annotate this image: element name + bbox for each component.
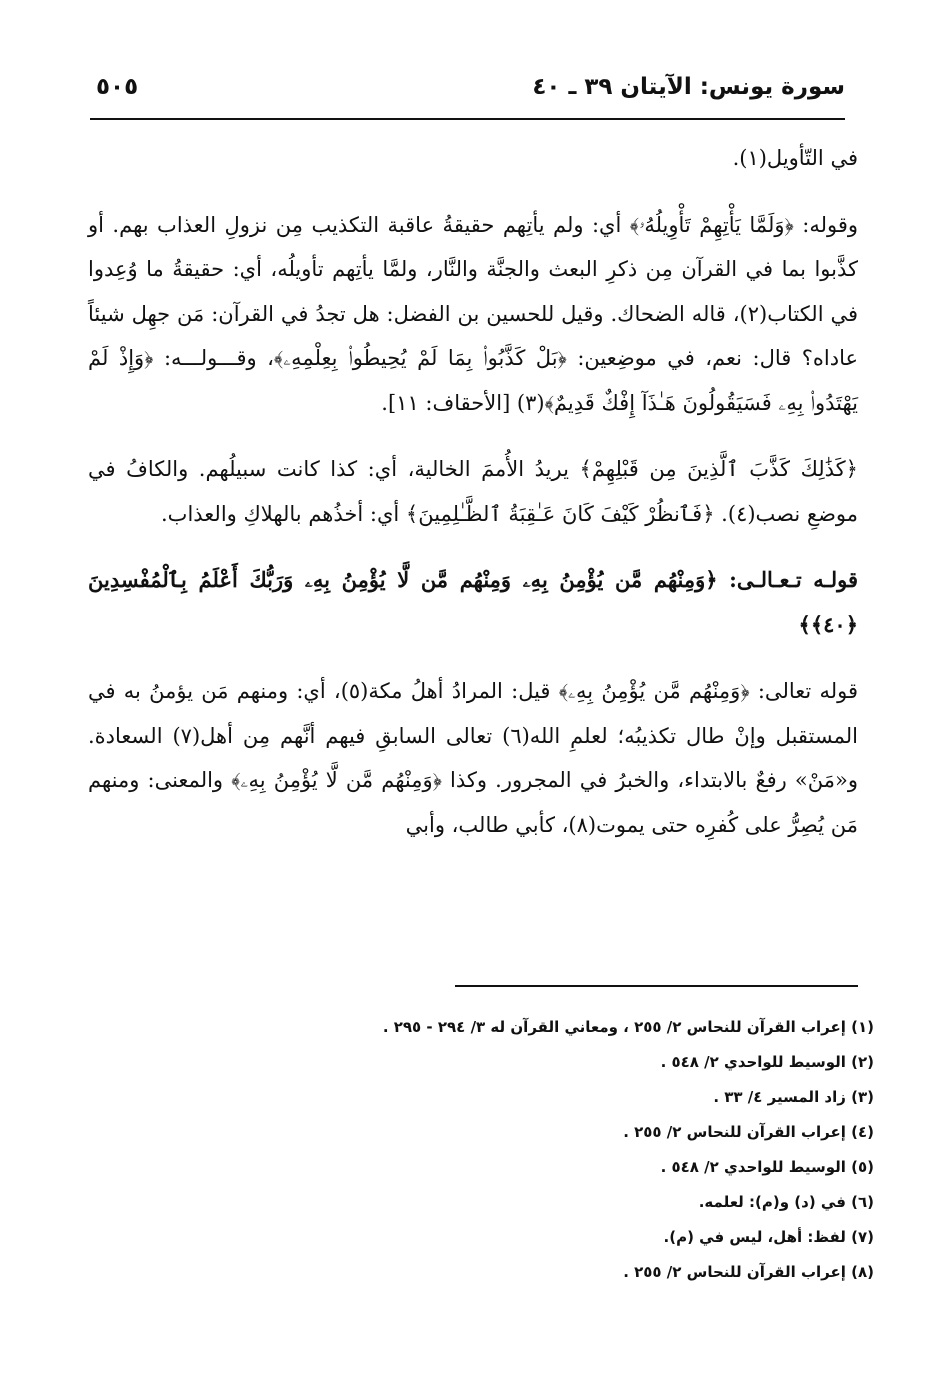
footnote-item: (٥) الوسيط للواحدي ٢/ ٥٤٨ .	[660, 1158, 874, 1176]
main-text	[88, 136, 858, 847]
footnote-item: (٤) إعراب القرآن للنحاس ٢/ ٢٥٥ .	[623, 1123, 874, 1141]
footnotes	[88, 1010, 874, 1290]
footnote-item: (٨) إعراب القرآن للنحاس ٢/ ٢٥٥ .	[623, 1263, 874, 1281]
paragraph: قوله تعالى: ﴿وَمِنْهُم مَّن يُؤْمِنُ بِهِۦ﴾ قيل: المرادُ أهلُ مكة(٥)، أي: ومنهم مَن يؤمنُ به في المستقبل وإنْ طال تكذيبُه؛ لعلمِ الله(٦) تعالى السابقِ فيهم أنَّهم مِن أهل(٧) السعادة. و«مَنْ» رفعٌ بالابتداء، والخبرُ في المجرور. وكذا ﴿وَمِنْهُم مَّن لَّا يُؤْمِنُ بِهِۦ﴾ والمعنى: ومنهم مَن يُصِرُّ على كُفرِه حتى يموت(٨)، كأبي طالب، وأبي	[88, 679, 858, 837]
paragraph: ﴿كَذَٰلِكَ كَذَّبَ ٱلَّذِينَ مِن قَبْلِهِمْ﴾ يريدُ الأُممَ الخالية، أي: كذا كانت سبيلُهم. والكافُ في موضعِ نصب(٤). ﴿فَٱنظُرْ كَيْفَ كَانَ عَـٰقِبَةُ ٱلظَّـٰلِمِينَ﴾ أي: أخذُهم بالهلاكِ والعذاب.	[88, 457, 858, 526]
footnote-item: (٢) الوسيط للواحدي ٢/ ٥٤٨ .	[660, 1053, 874, 1071]
footnote-divider	[455, 985, 858, 987]
footnote-item: (٣) زاد المسير ٤/ ٣٣ .	[713, 1088, 874, 1106]
running-title: سورة يونس: الآيتان ٣٩ ـ ٤٠	[532, 74, 845, 100]
footnote-item: (٧) لفظ: أهل، ليس في (م).	[663, 1228, 874, 1246]
page-header	[90, 68, 845, 120]
footnote-item: (١) إعراب القرآن للنحاس ٢/ ٢٥٥ ، ومعاني القرآن له ٣/ ٢٩٤ - ٢٩٥ .	[382, 1018, 874, 1036]
paragraph: وقوله: ﴿وَلَمَّا يَأْتِهِمْ تَأْوِيلُهُۥ﴾ أي: ولم يأتِهم حقيقةُ عاقبة التكذيب مِن نزولِ العذاب بهم. أو كذَّبوا بما في القرآن مِن ذكرِ البعث والجنَّة والنَّار، ولمَّا يأتِهم تأويلُه، أي: حقيقةُ ما وُعِدوا في الكتاب(٢)، قاله الضحاك. وقيل للحسين بن الفضل: هل تجدُ في القرآن: مَن جهِل شيئاً عاداه؟ قال: نعم، في موضِعين: ﴿بَلْ كَذَّبُوا۟ بِمَا لَمْ يُحِيطُوا۟ بِعِلْمِهِۦ﴾، وقـــولـــه: ﴿وَإِذْ لَمْ يَهْتَدُوا۟ بِهِۦ فَسَيَقُولُونَ هَـٰذَآ إِفْكٌ قَدِيمٌ﴾(٣) [الأحقاف: ١١].	[88, 212, 859, 415]
page-number: ٥٠٥	[96, 74, 139, 100]
footnote-item: (٦) في (د) و(م): لعلمه.	[698, 1193, 874, 1211]
paragraph: في التّأويل(١).	[732, 146, 858, 170]
verse-heading: قولـه تـعـالـى: ﴿وَمِنْهُم مَّن يُؤْمِنُ بِهِۦ وَمِنْهُم مَّن لَّا يُؤْمِنُ بِهِۦ وَرَبُّكَ أَعْلَمُ بِٱلْمُفْسِدِينَ ﴿٤٠﴾﴾	[88, 567, 858, 637]
